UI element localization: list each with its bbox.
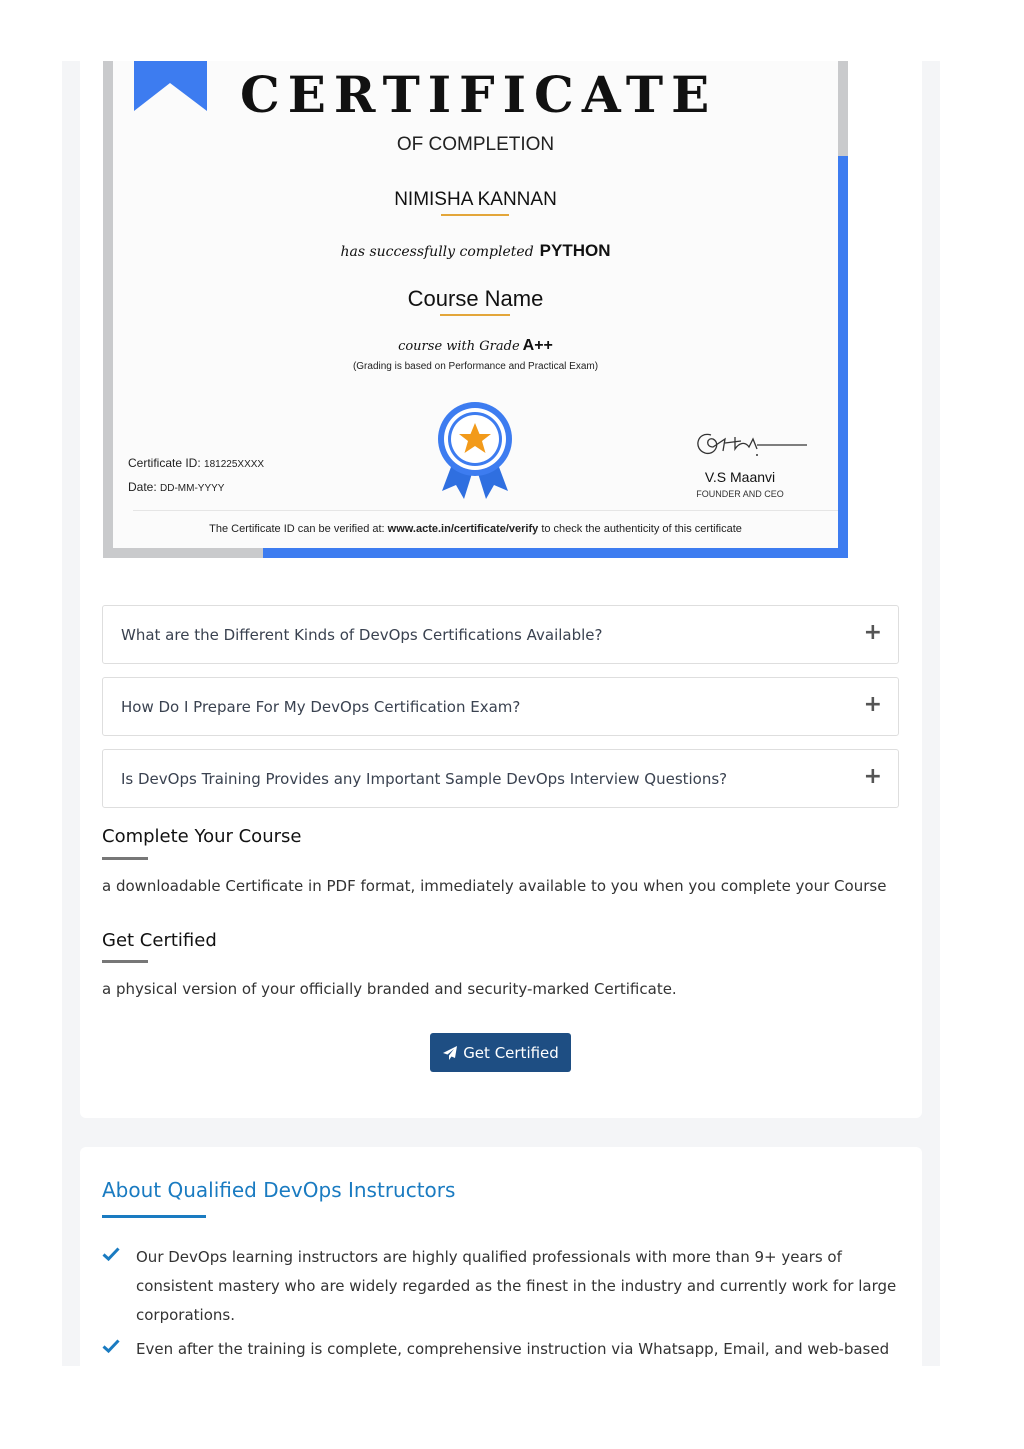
faq-item-certification-kinds[interactable]	[102, 605, 899, 664]
get-certified-heading: Get Certified	[102, 930, 217, 951]
get-certified-button[interactable]	[430, 1033, 571, 1072]
course-underline	[440, 314, 510, 316]
certificate-id	[128, 456, 264, 470]
check-icon	[102, 1338, 120, 1354]
completed-text: has successfully completed	[340, 244, 534, 260]
paper-plane-icon	[442, 1045, 458, 1061]
complete-course-heading: Complete Your Course	[102, 826, 302, 847]
certificate-recipient: NIMISHA KANNAN	[394, 189, 557, 210]
plus-icon[interactable]: +	[863, 764, 882, 789]
certificate-course-name: Course Name	[407, 286, 544, 311]
about-title-underline	[102, 1215, 206, 1218]
heading-underline	[102, 960, 148, 963]
certificate-title: CERTIFICATE	[240, 65, 718, 124]
completed-course: PYTHON	[539, 241, 611, 260]
verify-url: www.acte.in/certificate/verify	[387, 523, 539, 535]
certificate-image	[103, 61, 848, 558]
list-item-text: Even after the training is complete, comprehensive instruction via Whatsapp, Email, and web-based	[136, 1340, 890, 1358]
get-certified-text: a physical version of your officially branded and security-marked Certificate.	[102, 980, 677, 998]
certificate-grade-line	[103, 337, 848, 355]
recipient-underline	[441, 214, 509, 216]
certificate-edge-right	[838, 156, 848, 558]
grade-text: course with Grade	[398, 339, 520, 354]
award-badge-icon	[436, 399, 514, 501]
list-item-text: corporations.	[136, 1306, 235, 1324]
certificate-date-value: DD-MM-YYYY	[160, 483, 225, 494]
get-certified-button-label: Get Certified	[463, 1043, 559, 1062]
signer-role: FOUNDER AND CEO	[696, 489, 784, 499]
certificate-date	[128, 480, 224, 494]
signature-icon	[691, 427, 809, 461]
certificate-verify-line	[103, 523, 848, 535]
check-icon	[102, 1246, 120, 1262]
verify-prefix: The Certificate ID can be verified at:	[209, 523, 385, 535]
grade-value: A++	[522, 337, 553, 354]
certificate-subtitle: OF COMPLETION	[396, 134, 555, 155]
faq-item-exam-preparation[interactable]	[102, 677, 899, 736]
certificate-divider	[133, 510, 838, 511]
certificate-completed-line	[103, 241, 848, 261]
grading-note: (Grading is based on Performance and Practical Exam)	[352, 361, 599, 372]
certificate-id-label: Certificate ID:	[128, 456, 201, 470]
heading-underline	[102, 857, 148, 860]
signer-name: V.S Maanvi	[704, 469, 776, 485]
certificate-edge-bottom	[263, 548, 848, 558]
verify-suffix: to check the authenticity of this certificate	[541, 523, 742, 535]
complete-course-text: a downloadable Certificate in PDF format, immediately available to you when you complete your Course	[102, 877, 887, 895]
faq-question: Is DevOps Training Provides any Important Sample DevOps Interview Questions?	[121, 770, 728, 788]
bookmark-ribbon-icon	[134, 61, 207, 111]
plus-icon[interactable]: +	[863, 620, 882, 645]
faq-question: How Do I Prepare For My DevOps Certification Exam?	[121, 698, 521, 716]
plus-icon[interactable]: +	[863, 692, 882, 717]
certificate-id-value: 181225XXXX	[204, 459, 265, 470]
about-instructors-title: About Qualified DevOps Instructors	[102, 1178, 456, 1202]
list-item-text: consistent mastery who are widely regarded as the finest in the industry and currently work for large	[136, 1277, 897, 1295]
certificate-date-label: Date:	[128, 480, 157, 494]
faq-question: What are the Different Kinds of DevOps Certifications Available?	[121, 626, 603, 644]
faq-item-interview-questions[interactable]	[102, 749, 899, 808]
list-item-text: Our DevOps learning instructors are highly qualified professionals with more than 9+ years of	[136, 1248, 842, 1266]
